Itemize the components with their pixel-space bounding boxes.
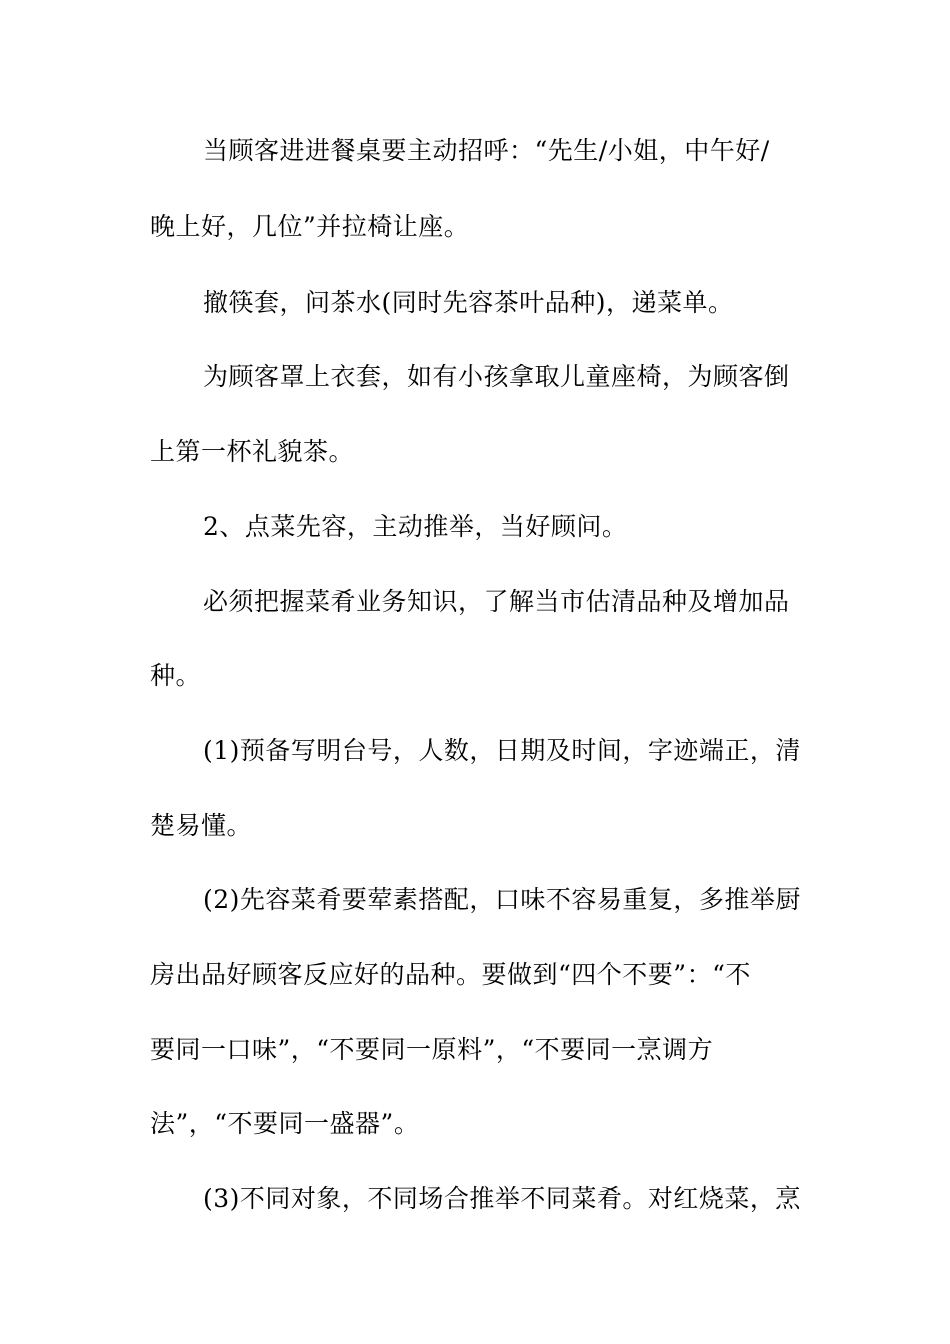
text-line: 上第一杯礼貌茶。 xyxy=(150,437,355,466)
text-line: 为顾客罩上衣套，如有小孩拿取儿童座椅，为顾客倒 xyxy=(203,362,790,391)
text-line: (3)不同对象，不同场合推举不同菜肴。对红烧菜，烹 xyxy=(203,1184,801,1213)
text-line: 当顾客进进餐桌要主动招呼：“先生/小姐，中午好/ xyxy=(203,136,770,165)
text-line: 晚上好，几位”并拉椅让座。 xyxy=(150,212,470,241)
text-line: 2、点菜先容，主动推举，当好顾问。 xyxy=(203,512,628,541)
text-line: 法”，“不要同一盛器”。 xyxy=(150,1109,420,1138)
text-line: 必须把握菜肴业务知识，了解当市估清品种及增加品 xyxy=(203,587,790,616)
text-line: (2)先容菜肴要荤素搭配，口味不容易重复，多推举厨 xyxy=(203,885,801,914)
text-line: (1)预备写明台号，人数，日期及时间，字迹端正，清 xyxy=(203,736,801,765)
text-line: 撤筷套，问茶水(同时先容茶叶品种)，递菜单。 xyxy=(203,288,734,317)
text-line: 房出品好顾客反应好的品种。要做到“四个不要”：“不 xyxy=(150,960,751,989)
text-line: 种。 xyxy=(150,661,202,690)
text-line: 要同一口味”，“不要同一原料”，“不要同一烹调方 xyxy=(150,1035,714,1064)
text-line: 楚易懂。 xyxy=(150,811,253,840)
